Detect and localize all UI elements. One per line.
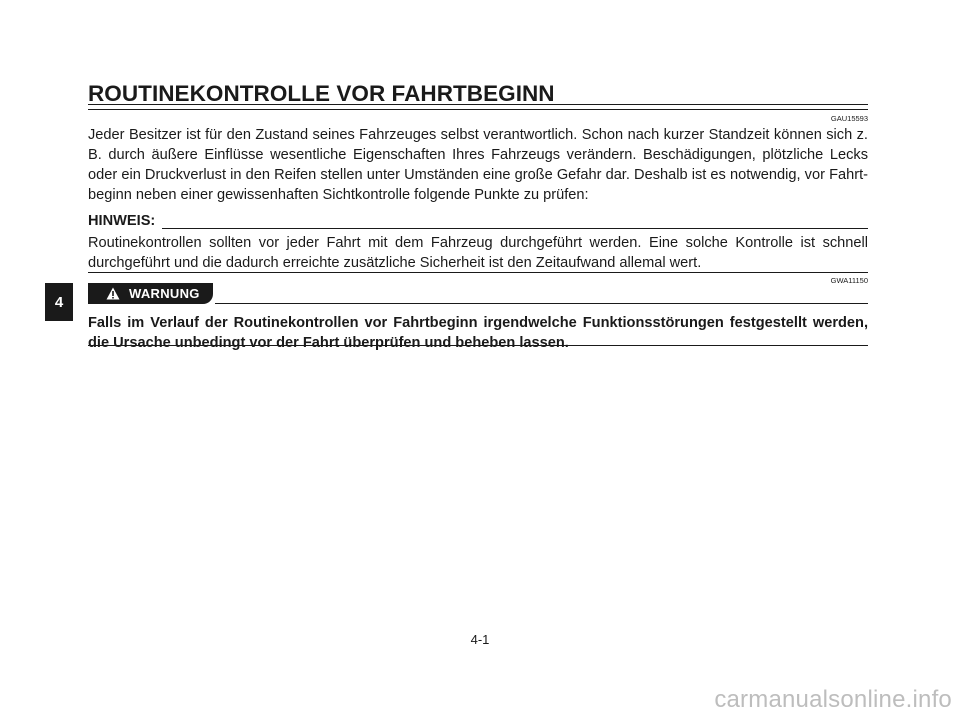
- warning-bottom-rule: [88, 345, 868, 346]
- title-rule-top: [88, 104, 868, 105]
- page-title: ROUTINEKONTROLLE VOR FAHRTBEGINN: [88, 81, 555, 106]
- note-paragraph: Routinekontrollen sollten vor jeder Fahrt mit dem Fahrzeug durchgeführt werden. Eine solche Kontrolle ist schnell durchgeführt und die dadurch erreichte zusätzliche Sicherheit ist den Zeitaufwand allemal wert.: [88, 235, 868, 271]
- intro-paragraph: Jeder Besitzer ist für den Zustand seines Fahrzeuges selbst verantwortlich. Schon nach kurzer Standzeit können sich z. B. durch äußere Einflüsse wesentliche Eigenschaften Ihres Fahrzeugs verändern. Beschädigungen, plötzliche Lecks oder ein Druckverlust in den Reifen stellen unter Umständen eine große Gefahr dar. Deshalb ist es notwendig, vor Fahrt-beginn neben einer gewissenhaften Sichtkontrolle folgende Punkte zu prüfen:: [88, 127, 868, 203]
- chapter-tab: 4: [45, 283, 73, 321]
- page-number: 4-1: [470, 632, 490, 647]
- note-heading: HINWEIS:: [88, 213, 156, 229]
- warning-code: GWA11150: [830, 276, 868, 285]
- note-rule: [162, 228, 868, 229]
- warning-triangle-icon: [106, 287, 120, 300]
- warning-rule: [215, 303, 868, 304]
- title-rule-bottom: [88, 109, 868, 110]
- watermark: carmanualsonline.info: [714, 686, 952, 713]
- intro-code: GAU15593: [830, 114, 868, 123]
- warning-paragraph: Falls im Verlauf der Routinekontrollen vor Fahrtbeginn irgendwelche Funktionsstörungen festgestellt werden, die Ursache unbedingt vor der Fahrt überprüfen und beheben lassen.: [88, 315, 868, 351]
- warning-top-rule: [88, 272, 868, 273]
- warning-label: [88, 283, 213, 304]
- warning-label-text: WARNUNG: [129, 286, 200, 301]
